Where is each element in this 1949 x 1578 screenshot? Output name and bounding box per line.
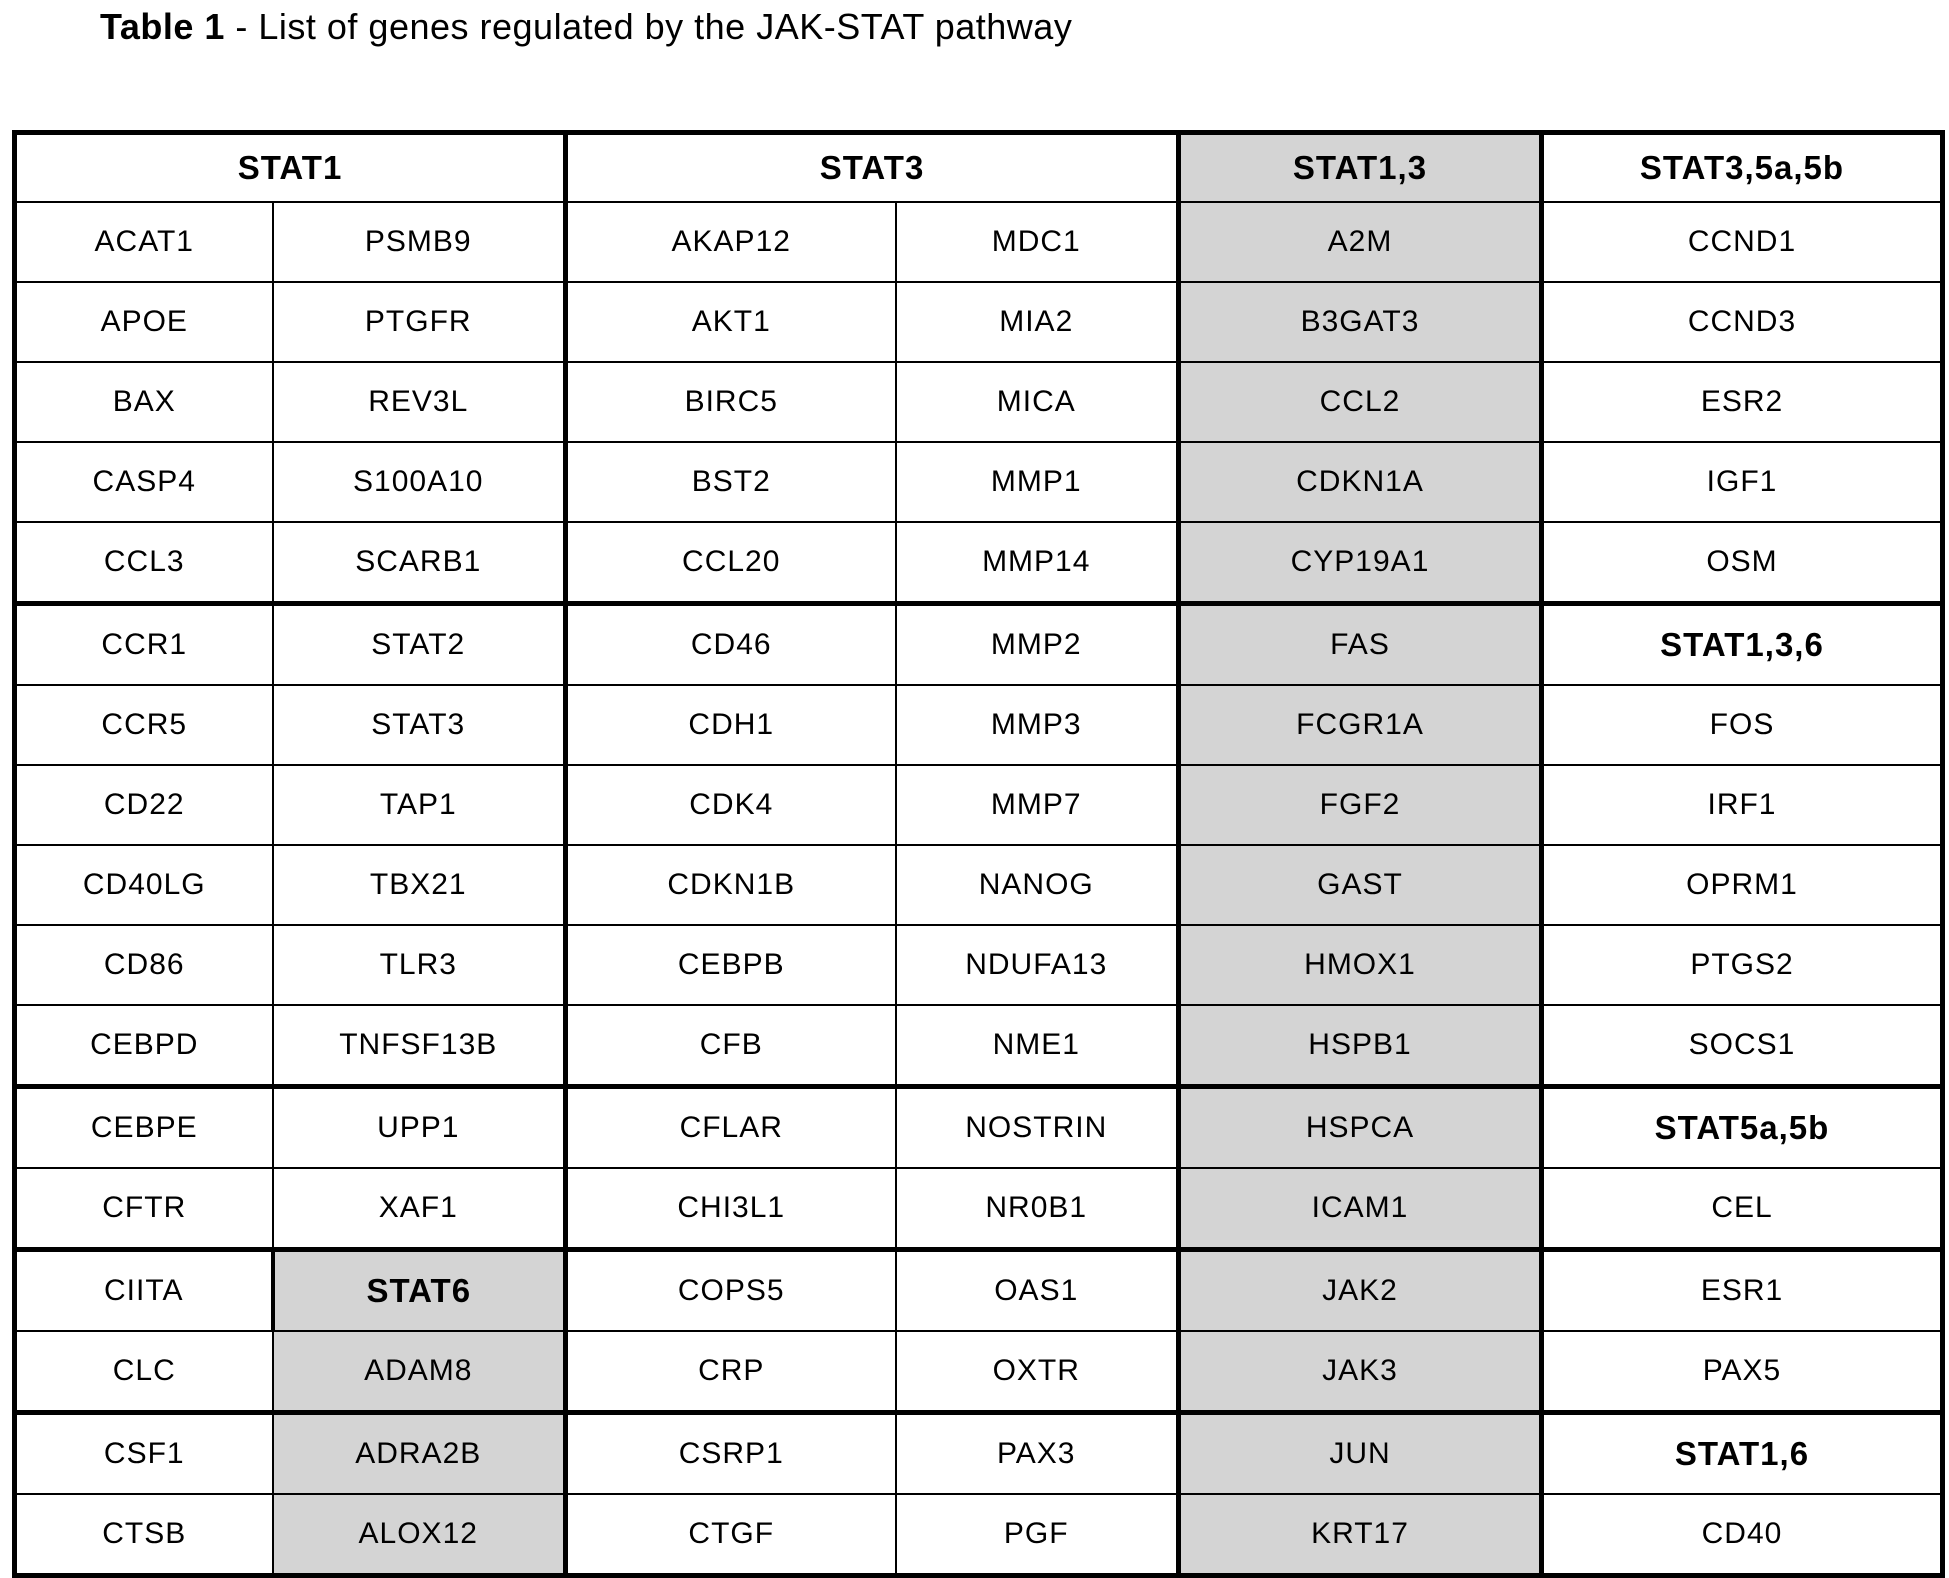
gene-cell: CCR1	[15, 604, 273, 686]
gene-cell: CIITA	[15, 1250, 273, 1332]
gene-cell: CTSB	[15, 1494, 273, 1576]
gene-cell: CD40LG	[15, 845, 273, 925]
gene-cell: PGF	[896, 1494, 1179, 1576]
table-row	[15, 1331, 1943, 1413]
gene-cell: ALOX12	[273, 1494, 566, 1576]
gene-cell: MMP7	[896, 765, 1179, 845]
gene-cell: B3GAT3	[1179, 282, 1542, 362]
gene-cell: PSMB9	[273, 202, 566, 282]
table-row	[15, 845, 1943, 925]
gene-cell: CFLAR	[566, 1087, 896, 1169]
gene-cell: CD22	[15, 765, 273, 845]
gene-cell: ACAT1	[15, 202, 273, 282]
gene-cell: CTGF	[566, 1494, 896, 1576]
document-title	[100, 6, 1072, 48]
gene-cell: CDH1	[566, 685, 896, 765]
gene-cell: GAST	[1179, 845, 1542, 925]
gene-cell: MMP2	[896, 604, 1179, 686]
table-row	[15, 925, 1943, 1005]
table-row	[15, 1168, 1943, 1250]
gene-cell: OAS1	[896, 1250, 1179, 1332]
document-title-text: - List of genes regulated by the JAK-STAT pathway	[224, 6, 1073, 47]
gene-cell: CCND1	[1542, 202, 1943, 282]
gene-cell: BAX	[15, 362, 273, 442]
gene-cell: PAX5	[1542, 1331, 1943, 1413]
gene-table	[12, 130, 1945, 1578]
gene-cell: CEL	[1542, 1168, 1943, 1250]
table-row	[15, 442, 1943, 522]
gene-cell: MMP14	[896, 522, 1179, 604]
gene-cell: CD86	[15, 925, 273, 1005]
gene-cell: CSRP1	[566, 1413, 896, 1495]
gene-cell: NOSTRIN	[896, 1087, 1179, 1169]
gene-cell: MMP1	[896, 442, 1179, 522]
gene-cell: FOS	[1542, 685, 1943, 765]
table-row	[15, 765, 1943, 845]
gene-cell: CDKN1A	[1179, 442, 1542, 522]
gene-cell: FGF2	[1179, 765, 1542, 845]
gene-cell: ADRA2B	[273, 1413, 566, 1495]
table-row	[15, 1005, 1943, 1087]
gene-cell: CSF1	[15, 1413, 273, 1495]
gene-cell: A2M	[1179, 202, 1542, 282]
gene-cell: JAK2	[1179, 1250, 1542, 1332]
gene-cell: OPRM1	[1542, 845, 1943, 925]
gene-cell: CD46	[566, 604, 896, 686]
gene-cell: CDKN1B	[566, 845, 896, 925]
gene-cell: UPP1	[273, 1087, 566, 1169]
gene-cell: FAS	[1179, 604, 1542, 686]
gene-cell: APOE	[15, 282, 273, 362]
gene-cell: KRT17	[1179, 1494, 1542, 1576]
table-row	[15, 522, 1943, 604]
gene-cell: CLC	[15, 1331, 273, 1413]
table-header-row	[15, 133, 1943, 203]
gene-cell: CEBPB	[566, 925, 896, 1005]
group-header-stat3-5a-5b: STAT3,5a,5b	[1542, 133, 1943, 203]
gene-cell: STAT2	[273, 604, 566, 686]
gene-cell: CCL20	[566, 522, 896, 604]
table-row	[15, 604, 1943, 686]
gene-cell: CRP	[566, 1331, 896, 1413]
gene-cell: MICA	[896, 362, 1179, 442]
gene-cell: BST2	[566, 442, 896, 522]
gene-cell: TLR3	[273, 925, 566, 1005]
gene-cell: HSPCA	[1179, 1087, 1542, 1169]
subheader-cell: STAT1,6	[1542, 1413, 1943, 1495]
gene-cell: CCL2	[1179, 362, 1542, 442]
gene-cell: NME1	[896, 1005, 1179, 1087]
gene-cell: CEBPD	[15, 1005, 273, 1087]
subheader-cell: STAT6	[273, 1250, 566, 1332]
gene-cell: PTGFR	[273, 282, 566, 362]
gene-cell: AKT1	[566, 282, 896, 362]
gene-cell: SOCS1	[1542, 1005, 1943, 1087]
group-header-stat1: STAT1	[15, 133, 566, 203]
gene-cell: COPS5	[566, 1250, 896, 1332]
gene-cell: ICAM1	[1179, 1168, 1542, 1250]
gene-cell: TNFSF13B	[273, 1005, 566, 1087]
gene-cell: OXTR	[896, 1331, 1179, 1413]
gene-cell: CYP19A1	[1179, 522, 1542, 604]
table-row	[15, 202, 1943, 282]
gene-cell: MIA2	[896, 282, 1179, 362]
document-title-label: Table 1	[100, 6, 225, 47]
gene-cell: STAT3	[273, 685, 566, 765]
gene-cell: CCL3	[15, 522, 273, 604]
table-row	[15, 1087, 1943, 1169]
subheader-cell: STAT1,3,6	[1542, 604, 1943, 686]
table-row	[15, 1413, 1943, 1495]
gene-cell: ESR2	[1542, 362, 1943, 442]
gene-cell: IGF1	[1542, 442, 1943, 522]
gene-cell: CD40	[1542, 1494, 1943, 1576]
gene-cell: FCGR1A	[1179, 685, 1542, 765]
table-row	[15, 685, 1943, 765]
gene-cell: MMP3	[896, 685, 1179, 765]
gene-cell: TAP1	[273, 765, 566, 845]
group-header-stat1-3: STAT1,3	[1179, 133, 1542, 203]
gene-cell: OSM	[1542, 522, 1943, 604]
gene-cell: BIRC5	[566, 362, 896, 442]
gene-cell: AKAP12	[566, 202, 896, 282]
gene-cell: HMOX1	[1179, 925, 1542, 1005]
gene-cell: CEBPE	[15, 1087, 273, 1169]
gene-cell: SCARB1	[273, 522, 566, 604]
gene-cell: IRF1	[1542, 765, 1943, 845]
table-row	[15, 1250, 1943, 1332]
gene-cell: XAF1	[273, 1168, 566, 1250]
gene-cell: MDC1	[896, 202, 1179, 282]
gene-cell: S100A10	[273, 442, 566, 522]
subheader-cell: STAT5a,5b	[1542, 1087, 1943, 1169]
gene-cell: NDUFA13	[896, 925, 1179, 1005]
gene-cell: CASP4	[15, 442, 273, 522]
table-row	[15, 362, 1943, 442]
gene-cell: PAX3	[896, 1413, 1179, 1495]
gene-cell: JUN	[1179, 1413, 1542, 1495]
gene-cell: CFB	[566, 1005, 896, 1087]
gene-cell: PTGS2	[1542, 925, 1943, 1005]
gene-cell: CCND3	[1542, 282, 1943, 362]
gene-cell: REV3L	[273, 362, 566, 442]
gene-cell: JAK3	[1179, 1331, 1542, 1413]
gene-cell: NR0B1	[896, 1168, 1179, 1250]
gene-cell: ESR1	[1542, 1250, 1943, 1332]
gene-cell: CDK4	[566, 765, 896, 845]
gene-cell: CCR5	[15, 685, 273, 765]
gene-cell: CHI3L1	[566, 1168, 896, 1250]
group-header-stat3: STAT3	[566, 133, 1179, 203]
gene-cell: NANOG	[896, 845, 1179, 925]
table-row	[15, 282, 1943, 362]
gene-cell: ADAM8	[273, 1331, 566, 1413]
gene-cell: HSPB1	[1179, 1005, 1542, 1087]
gene-cell: CFTR	[15, 1168, 273, 1250]
gene-cell: TBX21	[273, 845, 566, 925]
